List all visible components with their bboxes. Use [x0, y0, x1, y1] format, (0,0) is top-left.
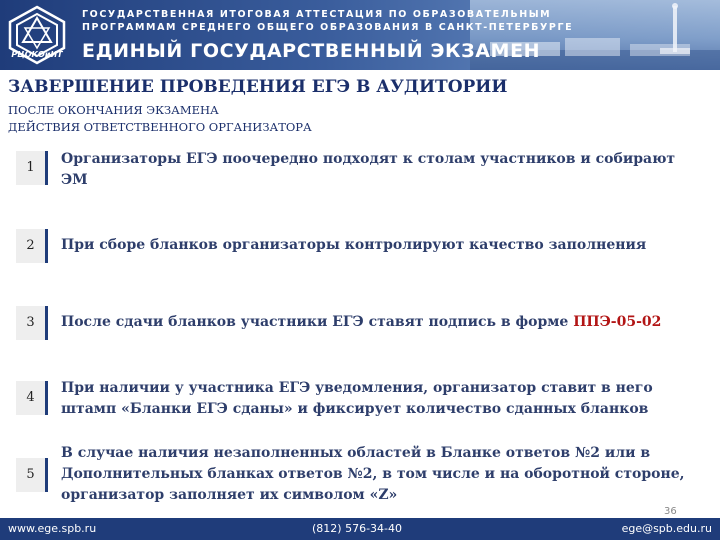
header-title: ЕДИНЫЙ ГОСУДАРСТВЕННЫЙ ЭКЗАМЕН	[82, 40, 541, 62]
step-text: При сборе бланков организаторы контролируют качество заполнения	[61, 237, 647, 253]
slide-subtitle-1: ПОСЛЕ ОКОНЧАНИЯ ЭКЗАМЕНА	[8, 103, 219, 117]
footer-website-link[interactable]: www.ege.spb.ru	[8, 522, 97, 535]
step-text: Организаторы ЕГЭ поочередно подходят к столам участников и собирают ЭМ	[61, 151, 676, 188]
slide-title: ЗАВЕРШЕНИЕ ПРОВЕДЕНИЯ ЕГЭ В АУДИТОРИИ	[8, 77, 508, 97]
step-number: 3	[16, 306, 48, 340]
page-number: 36	[664, 506, 677, 517]
step-text: В случае наличия незаполненных областей в Бланке ответов №2 или в Дополнительных бланках ответов №2, в том числе и на оборотной стороне, организатор заполняет их символом «Z»	[61, 445, 685, 503]
step-text: При наличии у участника ЕГЭ уведомления, организатор ставит в него штамп «Бланки ЕГЭ сданы» и фиксирует количество сданных бланков	[61, 380, 653, 417]
slide-subtitle-2: ДЕЙСТВИЯ ОТВЕТСТВЕННОГО ОРГАНИЗАТОРА	[8, 120, 312, 134]
footer-email-link[interactable]: ege@spb.edu.ru	[621, 522, 712, 535]
logo-text: РЦОКОиИТ	[11, 50, 63, 59]
header-line-2: ПРОГРАММАМ СРЕДНЕГО ОБЩЕГО ОБРАЗОВАНИЯ В САНКТ-ПЕТЕРБУРГЕ	[82, 22, 574, 33]
footer-phone: (812) 576-34-40	[312, 522, 403, 535]
footer-bar	[0, 518, 720, 540]
header-banner	[0, 0, 720, 70]
step-text-main: После сдачи бланков участники ЕГЭ ставят подпись в форме	[61, 314, 574, 330]
step-number: 1	[16, 151, 48, 185]
form-code-highlight: ППЭ-05-02	[573, 314, 662, 330]
step-text	[61, 312, 696, 333]
step-number: 4	[16, 381, 48, 415]
step-number: 5	[16, 458, 48, 492]
header-line-1: ГОСУДАРСТВЕННАЯ ИТОГОВАЯ АТТЕСТАЦИЯ ПО ОБРАЗОВАТЕЛЬНЫМ	[82, 9, 552, 20]
step-number: 2	[16, 229, 48, 263]
